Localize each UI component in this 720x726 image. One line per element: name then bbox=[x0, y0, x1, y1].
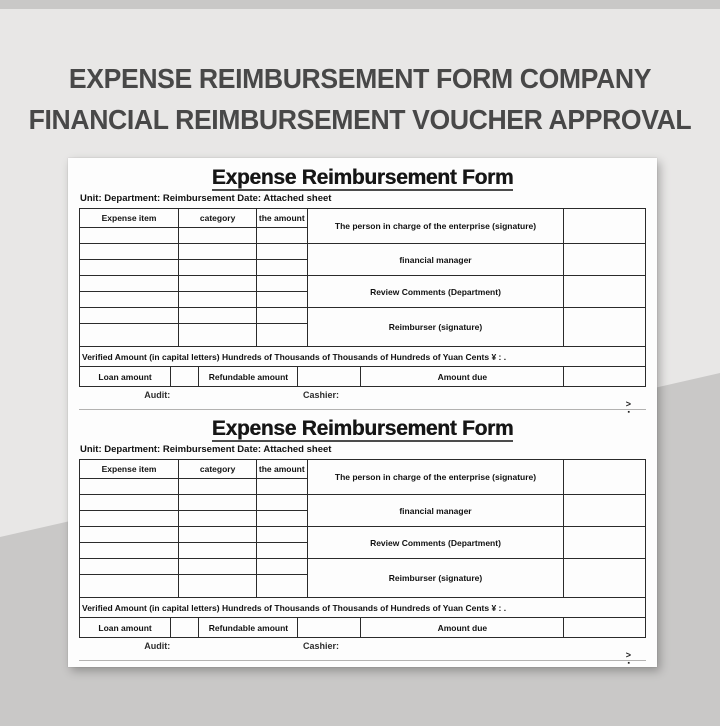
section-break bbox=[79, 399, 646, 416]
blank-cell bbox=[257, 559, 307, 575]
cashier-label: Cashier: bbox=[302, 390, 339, 400]
amount-due-label: Amount due bbox=[361, 618, 564, 638]
section-break bbox=[79, 650, 646, 667]
col-header-expense-item: Expense item bbox=[80, 460, 179, 479]
section-break-rule bbox=[79, 660, 646, 661]
blank-cell bbox=[257, 260, 307, 276]
blank-cell bbox=[80, 511, 179, 527]
break-dot-marker: ▪ bbox=[627, 660, 630, 667]
signature-cell bbox=[564, 209, 646, 244]
approval-label-review-comments: Review Comments (Department) bbox=[307, 527, 564, 559]
approval-label-review-comments: Review Comments (Department) bbox=[307, 276, 564, 308]
reimbursement-table bbox=[79, 208, 646, 387]
verified-amount-row: Verified Amount (in capital letters) Hundreds of Thousands of Thousands of Hundreds of Yuan Cents ¥ : . bbox=[80, 598, 646, 618]
col-header-category: category bbox=[179, 209, 257, 228]
approval-label-person-in-charge: The person in charge of the enterprise (signature) bbox=[307, 460, 564, 495]
audit-label: Audit: bbox=[144, 390, 171, 400]
blank-cell bbox=[179, 276, 257, 292]
blank-cell bbox=[179, 495, 257, 511]
approval-label-financial-manager: financial manager bbox=[307, 495, 564, 527]
blank-cell bbox=[80, 260, 179, 276]
blank-cell bbox=[80, 575, 179, 598]
blank-cell bbox=[80, 276, 179, 292]
approval-label-reimburser: Reimburser (signature) bbox=[307, 308, 564, 347]
section-break-rule bbox=[79, 409, 646, 410]
refundable-amount-label: Refundable amount bbox=[199, 618, 298, 638]
blank-cell bbox=[257, 228, 307, 244]
signature-cell bbox=[564, 559, 646, 598]
blank-cell bbox=[257, 543, 307, 559]
break-dot-marker: ▪ bbox=[627, 409, 630, 416]
signature-cell bbox=[564, 244, 646, 276]
form-meta-line: Unit: Department: Reimbursement Date: Attached sheet bbox=[80, 444, 332, 455]
blank-cell bbox=[179, 324, 257, 347]
approval-label-person-in-charge: The person in charge of the enterprise (signature) bbox=[307, 209, 564, 244]
blank-cell bbox=[257, 479, 307, 495]
amount-due-label: Amount due bbox=[361, 367, 564, 387]
audit-label: Audit: bbox=[144, 641, 171, 651]
form-title-text: Expense Reimbursement Form bbox=[211, 166, 514, 189]
approval-label-reimburser: Reimburser (signature) bbox=[307, 559, 564, 598]
blank-cell bbox=[179, 244, 257, 260]
blank-cell bbox=[179, 292, 257, 308]
blank-cell bbox=[80, 495, 179, 511]
loan-amount-label: Loan amount bbox=[80, 618, 171, 638]
blank-cell bbox=[257, 495, 307, 511]
page-heading-line1: EXPENSE REIMBURSEMENT FORM COMPANY bbox=[68, 63, 652, 94]
blank-cell bbox=[257, 308, 307, 324]
break-arrow-marker: > bbox=[625, 399, 631, 409]
form-section-2 bbox=[79, 417, 646, 667]
verified-amount-row: Verified Amount (in capital letters) Hundreds of Thousands of Thousands of Hundreds of Yuan Cents ¥ : . bbox=[80, 347, 646, 367]
form-meta-line: Unit: Department: Reimbursement Date: Attached sheet bbox=[80, 193, 332, 204]
blank-cell bbox=[257, 292, 307, 308]
signature-cell bbox=[564, 460, 646, 495]
blank-cell bbox=[80, 324, 179, 347]
signature-cell bbox=[564, 308, 646, 347]
col-header-category: category bbox=[179, 460, 257, 479]
audit-cashier-row bbox=[79, 640, 646, 653]
blank-cell bbox=[80, 559, 179, 575]
form-title bbox=[79, 166, 646, 190]
form-title bbox=[79, 417, 646, 441]
loan-amount-cell bbox=[171, 367, 199, 387]
blank-cell bbox=[179, 559, 257, 575]
col-header-the-amount: the amount bbox=[257, 460, 307, 479]
blank-cell bbox=[257, 324, 307, 347]
page-heading-line2: FINANCIAL REIMBURSEMENT VOUCHER APPROVAL bbox=[28, 104, 692, 135]
loan-amount-label: Loan amount bbox=[80, 367, 171, 387]
blank-cell bbox=[179, 260, 257, 276]
blank-cell bbox=[179, 527, 257, 543]
blank-cell bbox=[80, 479, 179, 495]
blank-cell bbox=[80, 543, 179, 559]
blank-cell bbox=[179, 228, 257, 244]
blank-cell bbox=[179, 543, 257, 559]
refundable-amount-cell bbox=[298, 618, 361, 638]
blank-cell bbox=[80, 527, 179, 543]
blank-cell bbox=[80, 292, 179, 308]
col-header-the-amount: the amount bbox=[257, 209, 307, 228]
blank-cell bbox=[179, 479, 257, 495]
break-arrow-marker: > bbox=[625, 650, 631, 660]
reimbursement-table bbox=[79, 459, 646, 638]
cashier-label: Cashier: bbox=[302, 641, 339, 651]
approval-label-financial-manager: financial manager bbox=[307, 244, 564, 276]
blank-cell bbox=[257, 244, 307, 260]
col-header-expense-item: Expense item bbox=[80, 209, 179, 228]
form-title-text: Expense Reimbursement Form bbox=[211, 417, 514, 440]
blank-cell bbox=[257, 276, 307, 292]
page-heading bbox=[18, 58, 702, 140]
blank-cell bbox=[80, 308, 179, 324]
signature-cell bbox=[564, 495, 646, 527]
amount-due-cell bbox=[564, 367, 646, 387]
refundable-amount-cell bbox=[298, 367, 361, 387]
blank-cell bbox=[179, 511, 257, 527]
refundable-amount-label: Refundable amount bbox=[199, 367, 298, 387]
blank-cell bbox=[80, 244, 179, 260]
document-page bbox=[68, 158, 657, 667]
signature-cell bbox=[564, 527, 646, 559]
audit-cashier-row bbox=[79, 389, 646, 402]
blank-cell bbox=[179, 575, 257, 598]
blank-cell bbox=[257, 575, 307, 598]
blank-cell bbox=[257, 511, 307, 527]
blank-cell bbox=[179, 308, 257, 324]
loan-amount-cell bbox=[171, 618, 199, 638]
blank-cell bbox=[257, 527, 307, 543]
blank-cell bbox=[80, 228, 179, 244]
amount-due-cell bbox=[564, 618, 646, 638]
top-gray-bar bbox=[0, 0, 720, 9]
signature-cell bbox=[564, 276, 646, 308]
form-section-1 bbox=[79, 166, 646, 416]
